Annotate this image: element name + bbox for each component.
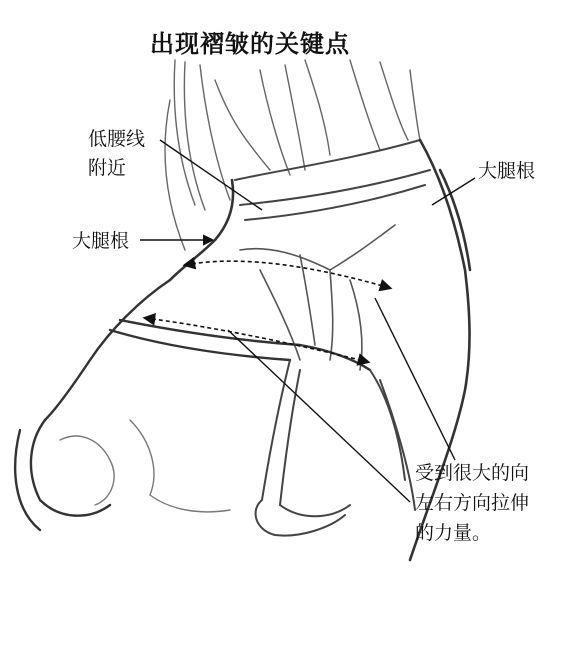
leader-force-upper: [375, 298, 455, 460]
torso-sketch: [165, 60, 420, 250]
label-force-line3: 的力量。: [415, 522, 492, 544]
left-thigh-sketch: [15, 280, 370, 530]
label-low-waist-line2: 附近: [88, 157, 127, 179]
upper-tension-arrow: [185, 261, 390, 288]
left-knee-sketch: [60, 420, 230, 512]
leader-low-waist: [160, 140, 262, 210]
label-thigh-root-right: 大腿根: [478, 160, 536, 182]
label-thigh-root-left: 大腿根: [72, 230, 130, 252]
label-low-waist-line1: 低腰线: [88, 128, 146, 150]
right-leg-sketch: [256, 360, 415, 536]
leader-lines: [140, 140, 475, 502]
label-force-line2: 左右方向拉伸: [415, 492, 530, 514]
label-force-line1: 受到很大的向: [415, 462, 530, 484]
waistband-sketch: [235, 140, 430, 220]
leader-force-lower: [228, 330, 410, 502]
page-title: 出现褶皱的关键点: [150, 30, 350, 58]
